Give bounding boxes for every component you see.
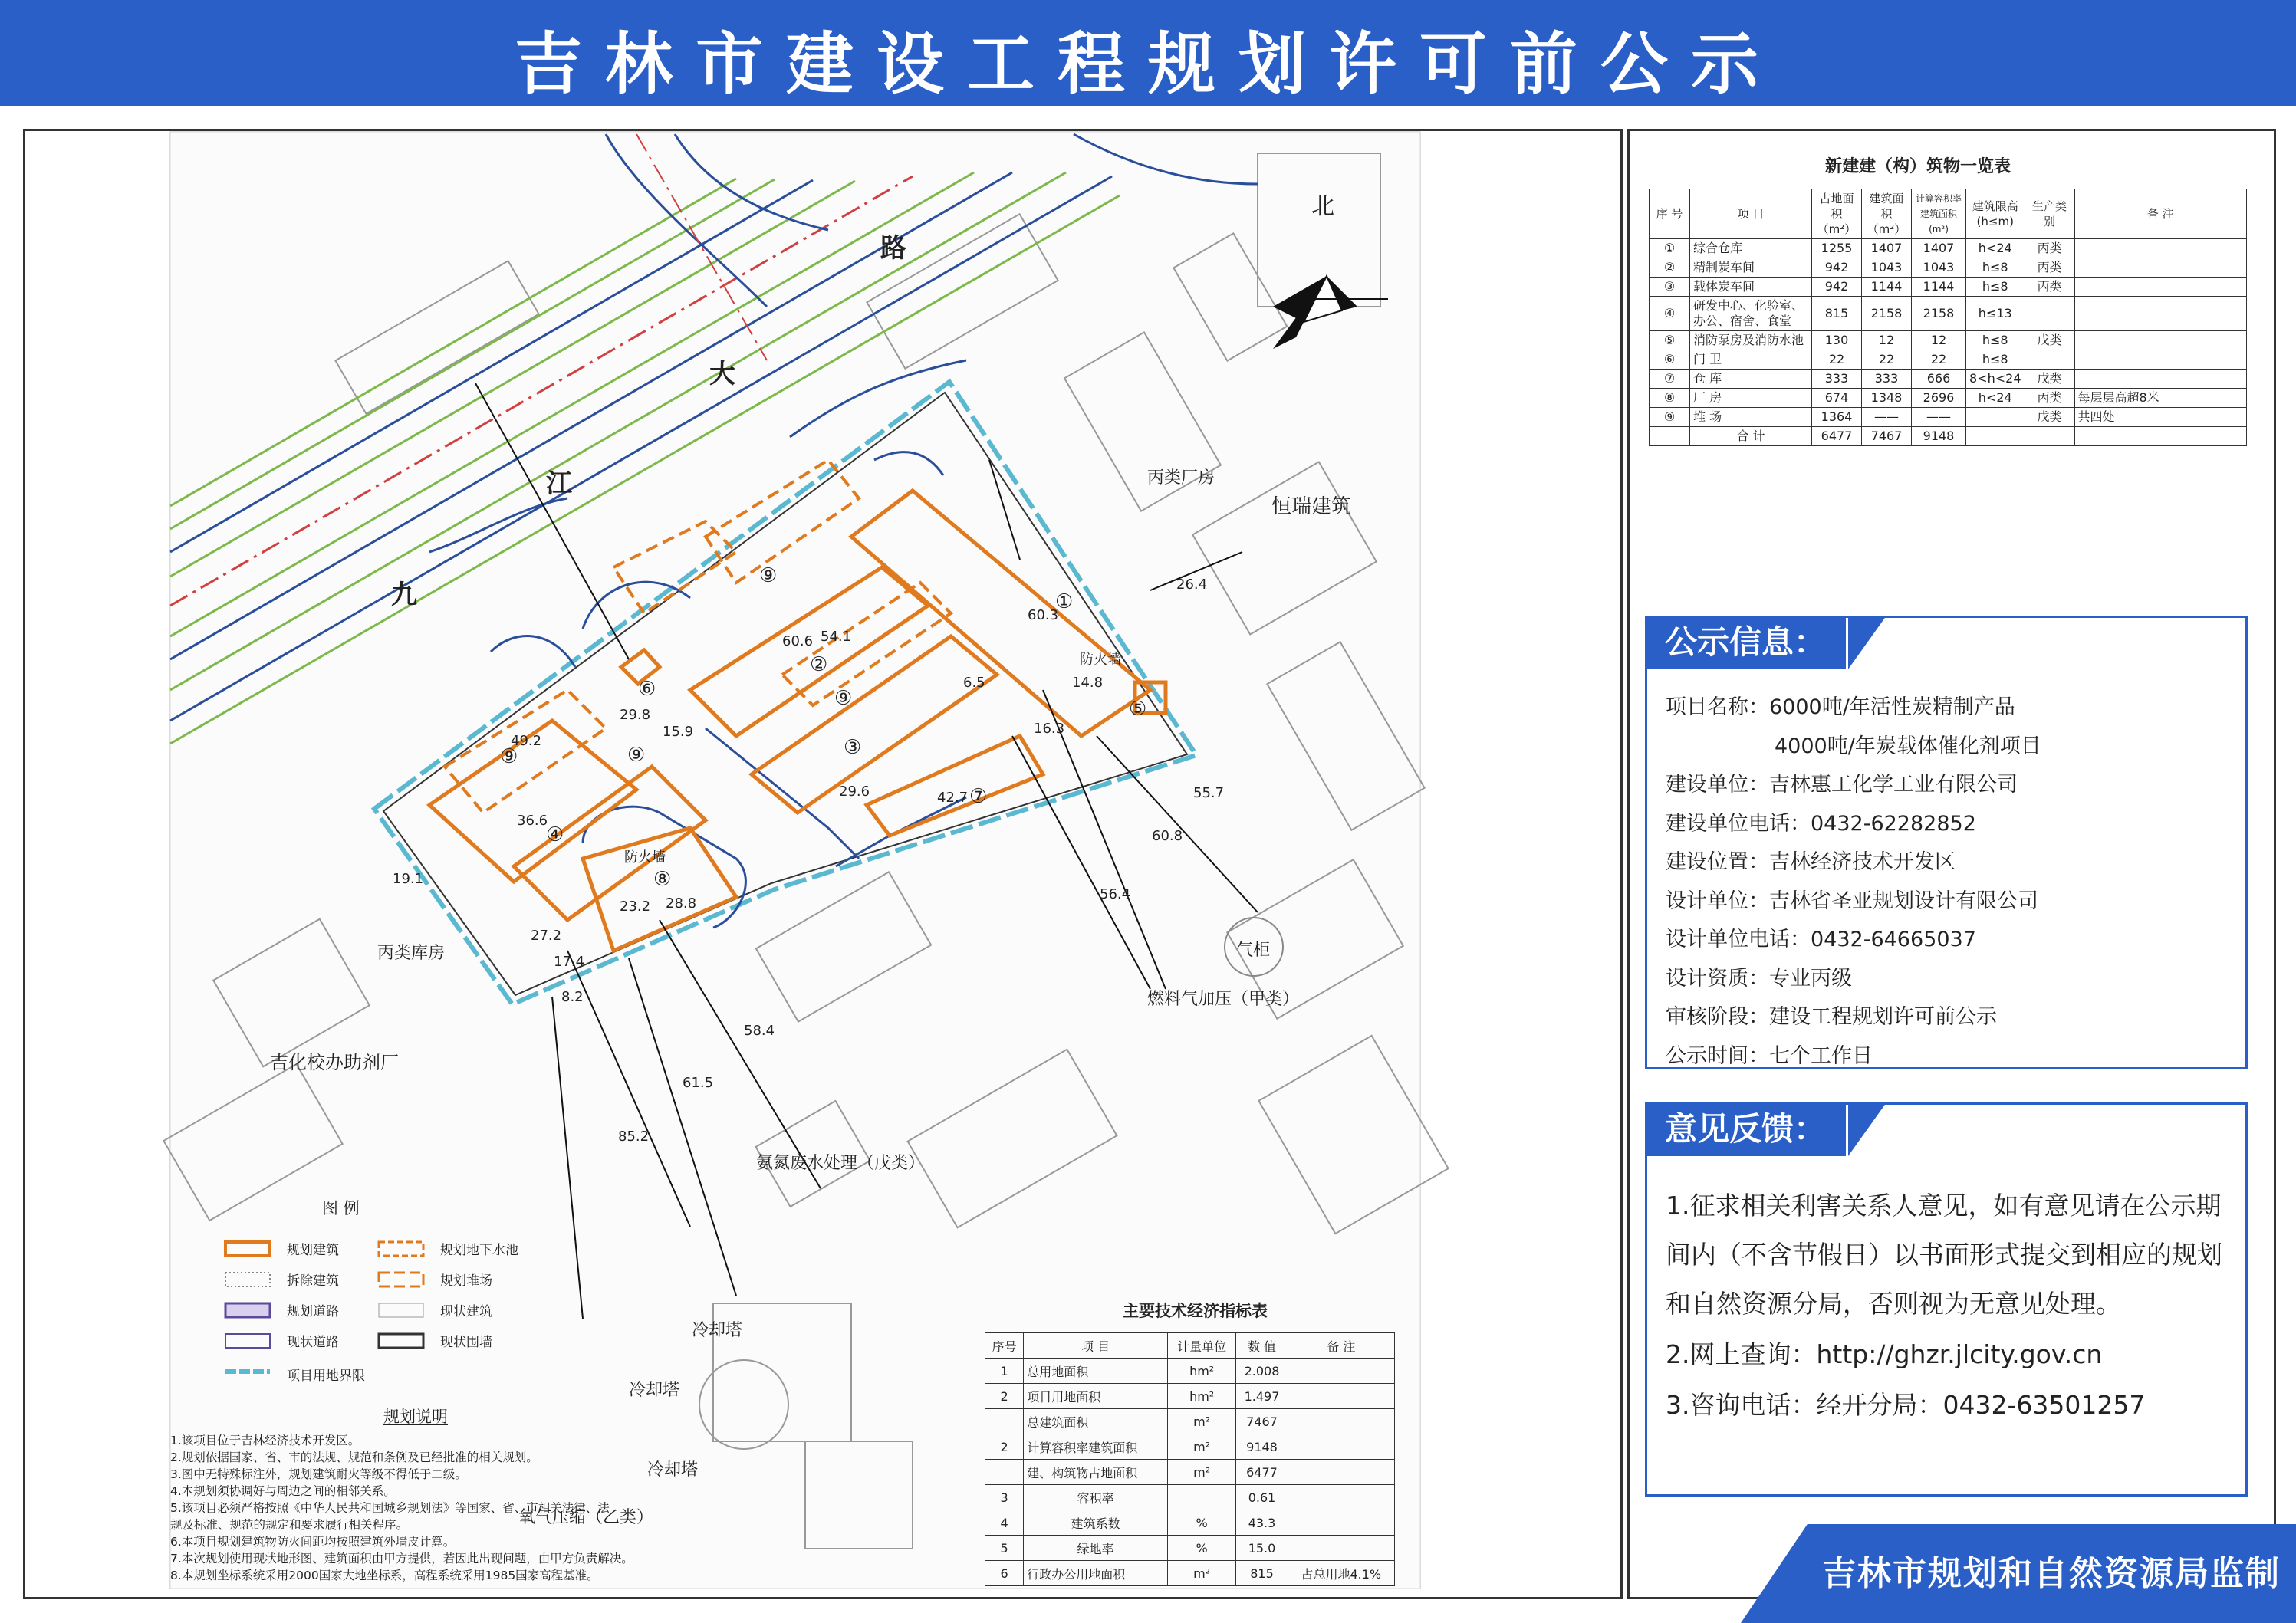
legend-item-label: 规划堆场	[440, 1273, 492, 1289]
table-header: 备 注	[1288, 1333, 1394, 1359]
table-row	[985, 1409, 1395, 1434]
table-cell: 6477	[1236, 1460, 1288, 1485]
table-header: 占地面积（m²）	[1812, 189, 1862, 239]
legend-item-label: 现状建筑	[440, 1304, 492, 1319]
legend-item-label: 规划地下水池	[440, 1243, 518, 1258]
table-header: 序 号	[1650, 189, 1690, 239]
table-cell: 1255	[1812, 239, 1862, 258]
title-banner	[0, 0, 2296, 106]
publicity-line: 建设单位电话：0432-62282852	[1666, 811, 1976, 836]
table-cell	[2074, 427, 2247, 446]
table-cell: 精制炭车间	[1690, 258, 1812, 278]
table-cell	[985, 1409, 1024, 1434]
table-cell	[1288, 1536, 1394, 1561]
footer-text: 吉林市规划和自然资源局监制	[1822, 1554, 2281, 1593]
publicity-line: 设计资质：专业丙级	[1666, 966, 1852, 991]
table-cell: h≤13	[1966, 297, 2025, 331]
feedback-box	[1645, 1102, 2248, 1497]
table-cell: h<24	[1966, 239, 2025, 258]
table-cell: 15.0	[1236, 1536, 1288, 1561]
table-cell	[2074, 278, 2247, 297]
note-line: 4.本规划须协调好与周边之间的相邻关系。	[170, 1484, 396, 1498]
dimension-label: 60.8	[1152, 828, 1183, 844]
table-row	[1650, 239, 2247, 258]
table-cell: 1.497	[1236, 1384, 1288, 1409]
table-cell: ——	[1912, 408, 1966, 427]
table-cell: 占总用地4.1%	[1288, 1561, 1394, 1586]
table-cell: h≤8	[1966, 278, 2025, 297]
publicity-line: 项目名称：6000吨/年活性炭精制产品	[1666, 695, 2015, 719]
publicity-lines	[1666, 688, 2041, 1076]
table-cell: 1407	[1862, 239, 1912, 258]
dimension-label: 55.7	[1193, 785, 1225, 801]
table-row	[985, 1536, 1395, 1561]
building-number: ⑨	[500, 745, 518, 768]
table-cell: 容积率	[1024, 1485, 1168, 1510]
dimension-label: 29.6	[839, 784, 870, 800]
table-header-row	[985, 1333, 1395, 1359]
road-char-4: 九	[391, 580, 417, 610]
table-header: 计量单位	[1167, 1333, 1236, 1359]
table-header-row	[1650, 189, 2247, 239]
table-cell: ⑥	[1650, 350, 1690, 370]
table-cell: 研发中心、化验室、办公、宿舍、食堂	[1690, 297, 1812, 331]
table-header: 项 目	[1024, 1333, 1168, 1359]
fuel-gas-label: 燃料气加压（甲类）	[1147, 990, 1300, 1009]
table-cell: 942	[1812, 258, 1862, 278]
table-cell: 丙类	[2025, 389, 2074, 408]
table-row	[1650, 297, 2247, 331]
building-number: ①	[1055, 590, 1074, 613]
table-row	[1650, 258, 2247, 278]
table-row	[1650, 408, 2247, 427]
table-cell: 22	[1912, 350, 1966, 370]
table-cell	[2025, 297, 2074, 331]
jihua-label: 吉化校办助剂厂	[270, 1052, 399, 1073]
dimension-label: 60.6	[782, 633, 814, 649]
table-cell: 5	[985, 1536, 1024, 1561]
table-cell: 总用地面积	[1024, 1359, 1168, 1384]
table-cell	[1288, 1510, 1394, 1536]
table-cell: h≤8	[1966, 258, 2025, 278]
table-header: 数 值	[1236, 1333, 1288, 1359]
table-cell	[2025, 350, 2074, 370]
dimension-label: 17.4	[554, 954, 585, 970]
table-cell: 1364	[1812, 408, 1862, 427]
publicity-line: 设计单位电话：0432-64665037	[1666, 928, 1976, 951]
table-cell: 厂 房	[1690, 389, 1812, 408]
table-cell: 666	[1912, 370, 1966, 389]
table-header: 计算容积率建筑面积(m²)	[1912, 189, 1966, 239]
dimension-label: 15.9	[663, 724, 694, 740]
table-cell	[1966, 427, 2025, 446]
table-cell: hm²	[1167, 1359, 1236, 1384]
table-cell: ⑤	[1650, 331, 1690, 350]
table-cell: h≤8	[1966, 331, 2025, 350]
table-cell: 每层层高超8米	[2074, 389, 2247, 408]
table-cell: 1407	[1912, 239, 1966, 258]
table-cell: 43.3	[1236, 1510, 1288, 1536]
table-header: 序号	[985, 1333, 1024, 1359]
table-cell: 942	[1812, 278, 1862, 297]
legend-item-label: 现状围墙	[440, 1335, 492, 1350]
note-line: 2.规划依据国家、省、市的法规、规范和条例及已经批准的相关规划。	[170, 1451, 538, 1464]
table-cell: 815	[1812, 297, 1862, 331]
table-cell: 建、构筑物占地面积	[1024, 1460, 1168, 1485]
table-cell	[1288, 1359, 1394, 1384]
tech-indicator-table	[985, 1332, 1395, 1586]
table-row	[985, 1434, 1395, 1460]
table-cell: 计算容积率建筑面积	[1024, 1434, 1168, 1460]
publicity-line: 4000吨/年炭载体催化剂项目	[1775, 734, 2041, 758]
table-cell: 戊类	[2025, 370, 2074, 389]
table-cell	[2074, 297, 2247, 331]
table-cell: 载体炭车间	[1690, 278, 1812, 297]
cooling-tower-label-1: 冷却塔	[692, 1321, 743, 1340]
dimension-label: 42.7	[937, 790, 969, 806]
building-number: ⑧	[653, 868, 672, 891]
dimension-label: 56.4	[1100, 886, 1131, 902]
table-cell: 333	[1812, 370, 1862, 389]
table-row	[1650, 278, 2247, 297]
legend-item-label: 拆除建筑	[287, 1273, 339, 1289]
table-row	[1650, 331, 2247, 350]
table-cell: 9148	[1236, 1434, 1288, 1460]
publicity-line: 设计单位：吉林省圣亚规划设计有限公司	[1666, 889, 2038, 913]
table-row	[985, 1460, 1395, 1485]
note-line: 7.本次规划使用现状地形图、建筑面积由甲方提供，若因此出现问题，由甲方负责解决。	[170, 1552, 633, 1566]
building-number: ⑦	[969, 785, 988, 808]
table-row	[985, 1510, 1395, 1536]
note-line: 1.该项目位于吉林经济技术开发区。	[170, 1434, 360, 1447]
table-cell: 674	[1812, 389, 1862, 408]
road-char-2: 大	[709, 359, 735, 389]
building-number: ④	[546, 823, 564, 846]
legend-item-label: 规划建筑	[287, 1243, 339, 1258]
table-cell	[1288, 1434, 1394, 1460]
road-char-3: 江	[546, 468, 572, 499]
table-cell: h≤8	[1966, 350, 2025, 370]
table-cell: 建筑系数	[1024, 1510, 1168, 1536]
table-cell: 堆 场	[1690, 408, 1812, 427]
table-cell: m²	[1167, 1434, 1236, 1460]
table-row	[1650, 389, 2247, 408]
table-cell: 1144	[1862, 278, 1912, 297]
table-cell: ②	[1650, 258, 1690, 278]
building-number: ⑨	[759, 564, 778, 587]
dimension-label: 85.2	[618, 1129, 650, 1145]
table-cell: 2158	[1862, 297, 1912, 331]
firewall-label-2: 防火墙	[624, 849, 666, 866]
table-cell: 行政办公用地面积	[1024, 1561, 1168, 1586]
gas-cabinet-label: 气柜	[1236, 941, 1271, 960]
table-cell: 消防泵房及消防水池	[1690, 331, 1812, 350]
dimension-label: 27.2	[531, 928, 562, 944]
table-cell: 门 卫	[1690, 350, 1812, 370]
feedback-lines	[1666, 1181, 2233, 1431]
table-cell: 戊类	[2025, 331, 2074, 350]
table-cell	[1167, 1485, 1236, 1510]
dimension-label: 49.2	[511, 733, 542, 749]
table-cell	[2074, 239, 2247, 258]
road-char-1: 路	[880, 233, 906, 264]
note-line: 规及标准、规范的规定和要求履行相关程序。	[170, 1518, 409, 1532]
table-cell	[2025, 427, 2074, 446]
table-cell: 12	[1912, 331, 1966, 350]
publicity-line: 审核阶段：建设工程规划许可前公示	[1666, 1005, 1997, 1029]
note-line: 3.图中无特殊标注外，规划建筑耐火等级不得低于二级。	[170, 1467, 467, 1481]
building-number: ⑨	[627, 744, 646, 767]
table-cell	[1288, 1384, 1394, 1409]
table-cell: 丙类	[2025, 258, 2074, 278]
table-header: 建筑限高(h≤m)	[1966, 189, 2025, 239]
table-cell: 2	[985, 1384, 1024, 1409]
table-cell	[2074, 258, 2247, 278]
note-line: 5.该项目必须严格按照《中华人民共和国城乡规划法》等国家、省、市相关法律、法	[170, 1501, 610, 1515]
building-number: ⑤	[1129, 698, 1147, 721]
bing-factory-label: 丙类厂房	[1147, 468, 1215, 488]
table-cell: 130	[1812, 331, 1862, 350]
building-table-title: 新建建（构）筑物一览表	[1825, 157, 2011, 176]
table-cell: 1	[985, 1359, 1024, 1384]
table-cell: ③	[1650, 278, 1690, 297]
table-row	[1650, 427, 2247, 446]
table-cell	[2074, 350, 2247, 370]
legend-item-label: 现状道路	[287, 1335, 339, 1350]
footer-banner	[1741, 1524, 2296, 1623]
table-cell	[1650, 427, 1690, 446]
table-cell: 22	[1862, 350, 1912, 370]
table-cell: 1144	[1912, 278, 1966, 297]
dimension-label: 19.1	[393, 871, 424, 887]
building-list-table	[1649, 189, 2247, 446]
legend-title: 图 例	[322, 1199, 360, 1217]
table-cell: 2.008	[1236, 1359, 1288, 1384]
table-cell: 绿地率	[1024, 1536, 1168, 1561]
table-cell: m²	[1167, 1460, 1236, 1485]
table-cell: h<24	[1966, 389, 2025, 408]
table-cell: 仓 库	[1690, 370, 1812, 389]
feedback-line: 1.征求相关利害关系人意见，如有意见请在公示期间内（不含节假日）以书面形式提交到相应的规划和自然资源分局，否则视为无意见处理。	[1666, 1191, 2222, 1319]
publicity-info-box	[1645, 616, 2248, 1069]
table-header: 生产类别	[2025, 189, 2074, 239]
table-cell: 7467	[1862, 427, 1912, 446]
table-cell: ⑨	[1650, 408, 1690, 427]
header-tail-shape	[1848, 1102, 1886, 1156]
table-cell: hm²	[1167, 1384, 1236, 1409]
table-cell	[1288, 1409, 1394, 1434]
header-tail-shape	[1848, 616, 1886, 669]
table-cell: 1043	[1912, 258, 1966, 278]
table-cell: %	[1167, 1536, 1236, 1561]
dimension-label: 36.6	[517, 813, 548, 829]
table-cell: 综合仓库	[1690, 239, 1812, 258]
north-label: 北	[1311, 193, 1334, 220]
feedback-header: 意见反馈：	[1645, 1102, 1846, 1156]
building-number: ⑥	[638, 678, 656, 701]
table-cell: 1043	[1862, 258, 1912, 278]
dimension-label: 14.8	[1072, 675, 1104, 691]
table-cell	[1288, 1460, 1394, 1485]
table-header: 项 目	[1690, 189, 1812, 239]
legend-item-label: 项目用地界限	[287, 1368, 365, 1384]
table-cell	[2074, 370, 2247, 389]
table-cell: 2696	[1912, 389, 1966, 408]
publicity-line: 建设位置：吉林经济技术开发区	[1666, 850, 1956, 874]
table-cell: 2158	[1912, 297, 1966, 331]
table-cell: ①	[1650, 239, 1690, 258]
table-cell: 3	[985, 1485, 1024, 1510]
table-cell: 12	[1862, 331, 1912, 350]
table-cell: 7467	[1236, 1409, 1288, 1434]
table-cell: 1348	[1862, 389, 1912, 408]
note-line: 8.本规划坐标系统采用2000国家大地坐标系，高程系统采用1985国家高程基准。	[170, 1569, 599, 1582]
publicity-line: 公示时间：七个工作日	[1666, 1043, 1873, 1068]
building-number: ⑨	[834, 687, 853, 710]
table-cell	[1288, 1485, 1394, 1510]
page-title: 吉林市建设工程规划许可前公示	[514, 25, 1781, 103]
table-row	[985, 1384, 1395, 1409]
table-cell: 8<h<24	[1966, 370, 2025, 389]
dimension-label: 29.8	[620, 707, 651, 723]
dimension-label: 8.2	[561, 989, 584, 1005]
table-cell	[1966, 408, 2025, 427]
table-cell: ⑧	[1650, 389, 1690, 408]
table-header: 建筑面积（m²）	[1862, 189, 1912, 239]
table-row	[1650, 350, 2247, 370]
table-cell: 9148	[1912, 427, 1966, 446]
table-cell: 共四处	[2074, 408, 2247, 427]
notes-title: 规划说明	[383, 1408, 448, 1426]
ammonia-label: 氨氮废水处理（戊类）	[756, 1154, 926, 1173]
table-cell: m²	[1167, 1409, 1236, 1434]
table-cell: 4	[985, 1510, 1024, 1536]
table-row	[985, 1561, 1395, 1586]
dimension-label: 58.4	[744, 1023, 775, 1039]
dimension-label: 23.2	[620, 899, 651, 915]
tech-table-title: 主要技术经济指标表	[1123, 1302, 1268, 1320]
table-cell: 项目用地面积	[1024, 1384, 1168, 1409]
bing-warehouse-label: 丙类库房	[377, 944, 446, 963]
table-cell: 丙类	[2025, 278, 2074, 297]
feedback-line: 3.咨询电话：经开分局：0432-63501257	[1666, 1390, 2146, 1420]
note-line: 6.本项目规划建筑物防火间距均按照建筑外墙皮计算。	[170, 1535, 456, 1549]
table-cell: ——	[1862, 408, 1912, 427]
building-number: ③	[844, 736, 862, 759]
table-row	[985, 1485, 1395, 1510]
table-row	[1650, 370, 2247, 389]
dimension-label: 26.4	[1176, 577, 1208, 593]
hengrui-label: 恒瑞建筑	[1271, 495, 1352, 518]
table-cell: 戊类	[2025, 408, 2074, 427]
table-cell: %	[1167, 1510, 1236, 1536]
table-row	[985, 1359, 1395, 1384]
dimension-label: 28.8	[666, 895, 697, 912]
dimension-label: 16.3	[1034, 721, 1065, 737]
cooling-tower-label-2: 冷却塔	[629, 1381, 680, 1400]
table-cell: 0.61	[1236, 1485, 1288, 1510]
publicity-header: 公示信息：	[1645, 616, 1846, 669]
table-cell: 合 计	[1690, 427, 1812, 446]
table-cell: 22	[1812, 350, 1862, 370]
table-cell: 总建筑面积	[1024, 1409, 1168, 1434]
feedback-line: 2.网上查询：http://ghzr.jlcity.gov.cn	[1666, 1339, 2103, 1369]
firewall-label-1: 防火墙	[1080, 652, 1121, 668]
table-cell: 6477	[1812, 427, 1862, 446]
legend-item-label: 规划道路	[287, 1304, 339, 1319]
planning-notes	[170, 1432, 722, 1584]
dimension-label: 54.1	[821, 629, 852, 645]
oxygen-label: 氧气压缩（乙类）	[518, 1508, 654, 1527]
table-cell: 6	[985, 1561, 1024, 1586]
building-number: ②	[810, 653, 828, 676]
table-cell: ⑦	[1650, 370, 1690, 389]
publicity-line: 建设单位：吉林惠工化学工业有限公司	[1666, 773, 2018, 797]
table-cell: ④	[1650, 297, 1690, 331]
table-cell	[2074, 331, 2247, 350]
dimension-label: 6.5	[963, 675, 985, 691]
dimension-label: 61.5	[683, 1075, 714, 1091]
table-cell: m²	[1167, 1561, 1236, 1586]
table-header: 备 注	[2074, 189, 2247, 239]
table-cell: 2	[985, 1434, 1024, 1460]
table-cell: 丙类	[2025, 239, 2074, 258]
table-cell: 815	[1236, 1561, 1288, 1586]
table-cell	[985, 1460, 1024, 1485]
cooling-tower-label-3: 冷却塔	[647, 1460, 699, 1480]
dimension-label: 60.3	[1028, 607, 1059, 623]
table-cell: 333	[1862, 370, 1912, 389]
